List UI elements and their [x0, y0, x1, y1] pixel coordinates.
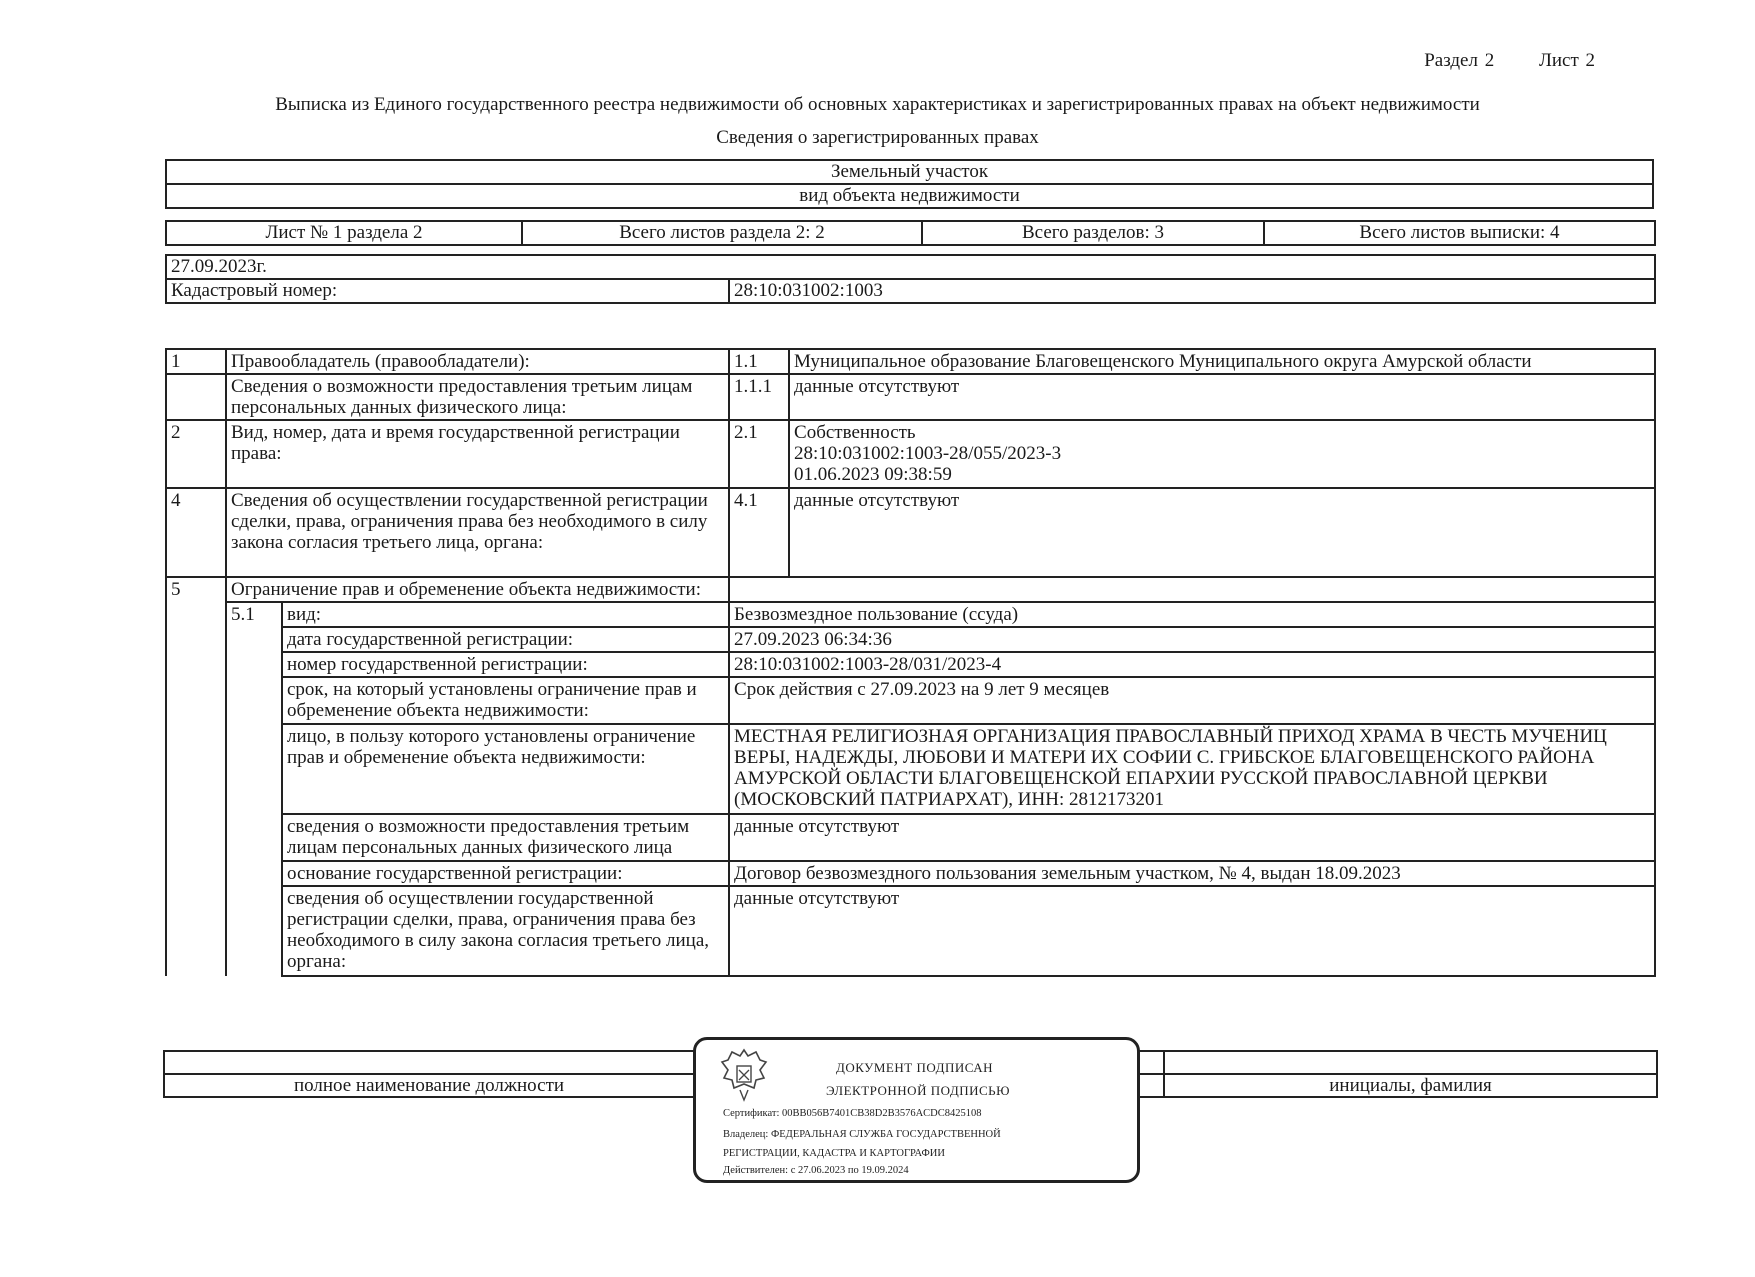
stamp-subtitle: ЭЛЕКТРОННОЙ ПОДПИСЬЮ	[826, 1083, 1010, 1098]
sheet-label: Лист 2	[1538, 50, 1595, 71]
object-type-table	[165, 159, 1654, 209]
item-label: лицо, в пользу которого установлены ограничение прав и обременение объекта недвижимости:	[282, 724, 729, 814]
item-label: сведения о возможности предоставления третьим лицам персональных данных физического лица	[282, 814, 729, 861]
registration-number: 28:10:031002:1003-28/055/2023-3	[794, 443, 1062, 464]
sub-code: 5.1	[226, 602, 282, 976]
row-label: Ограничение прав и обременение объекта недвижимости:	[226, 577, 729, 602]
section-label: Раздел 2	[1424, 50, 1495, 71]
stamp-owner: Владелец: ФЕДЕРАЛЬНАЯ СЛУЖБА ГОСУДАРСТВЕННОЙ	[723, 1129, 1001, 1140]
total-section-sheets: Всего листов раздела 2: 2	[522, 221, 922, 245]
row-code: 2.1	[729, 420, 789, 488]
stamp-certificate: Сертификат: 00BB056B7401CB38D2B3576ACDC8425108	[723, 1108, 982, 1119]
item-value: Безвозмездное пользование (ссуда)	[729, 602, 1655, 627]
row-code: 4.1	[729, 488, 789, 577]
row-label: Сведения об осуществлении государственной регистрации сделки, права, ограничения права без необходимого в силу закона согласия третьего лица, органа:	[226, 488, 729, 577]
row-code: 1.1.1	[729, 374, 789, 420]
stamp-owner-cont: РЕГИСТРАЦИИ, КАДАСТРА И КАРТОГРАФИИ	[723, 1148, 945, 1159]
position-caption: полное наименование должности	[164, 1074, 694, 1097]
sheet-number: Лист № 1 раздела 2	[166, 221, 522, 245]
row-code: 1.1	[729, 349, 789, 374]
row-number: 4	[166, 488, 226, 577]
item-label: сведения об осуществлении государственной регистрации сделки, права, ограничения права без необходимого в силу закона согласия третьего лица, органа:	[282, 886, 729, 976]
rights-table	[165, 348, 1656, 977]
row-value: Муниципальное образование Благовещенского Муниципального округа Амурской области	[789, 349, 1655, 374]
item-label: основание государственной регистрации:	[282, 861, 729, 886]
coat-of-arms-icon	[720, 1046, 768, 1102]
page-info	[1386, 50, 1595, 72]
item-value: МЕСТНАЯ РЕЛИГИОЗНАЯ ОРГАНИЗАЦИЯ ПРАВОСЛАВНЫЙ ПРИХОД ХРАМА В ЧЕСТЬ МУЧЕНИЦ ВЕРЫ, НАДЕЖДЫ, ЛЮБОВИ И МАТЕРИ ИХ СОФИИ С. ГРИБСКОЕ БЛАГОВЕЩЕНСКОГО РАЙОНА АМУРСКОЙ ОБЛАСТИ БЛАГОВЕЩЕНСКОЙ ЕПАРХИИ РУССКОЙ ПРАВОСЛАВНОЙ ЦЕРКВИ (МОСКОВСКИЙ ПАТРИАРХАТ), ИНН: 2812173201	[729, 724, 1655, 814]
item-value: 27.09.2023 06:34:36	[729, 627, 1655, 652]
stamp-title: ДОКУМЕНТ ПОДПИСАН	[836, 1060, 994, 1075]
right-type: Собственность	[794, 422, 916, 443]
row-label: Сведения о возможности предоставления третьим лицам персональных данных физического лица:	[226, 374, 729, 420]
document-title: Выписка из Единого государственного реестра недвижимости об основных характеристиках и зарегистрированных правах на объект недвижимости	[275, 94, 1480, 115]
item-value: 28:10:031002:1003-28/031/2023-4	[729, 652, 1655, 677]
cadastral-number: 28:10:031002:1003	[729, 279, 1655, 303]
item-value: данные отсутствуют	[729, 814, 1655, 861]
meta-table	[165, 254, 1656, 304]
item-label: срок, на который установлены ограничение прав и обременение объекта недвижимости:	[282, 677, 729, 724]
row-label: Правообладатель (правообладатели):	[226, 349, 729, 374]
row-number: 5	[166, 577, 226, 976]
row-value	[789, 420, 1655, 488]
row-value: данные отсутствуют	[789, 374, 1655, 420]
item-value: данные отсутствуют	[729, 886, 1655, 976]
total-sheets: Всего листов выписки: 4	[1264, 221, 1655, 245]
total-sections: Всего разделов: 3	[922, 221, 1264, 245]
document-subtitle: Сведения о зарегистрированных правах	[716, 127, 1039, 148]
item-label: дата государственной регистрации:	[282, 627, 729, 652]
extract-date: 27.09.2023г.	[166, 255, 1655, 279]
item-label: номер государственной регистрации:	[282, 652, 729, 677]
row-number: 1	[166, 349, 226, 374]
item-value: Срок действия с 27.09.2023 на 9 лет 9 месяцев	[729, 677, 1655, 724]
registration-datetime: 01.06.2023 09:38:59	[794, 464, 952, 485]
row-value: данные отсутствуют	[789, 488, 1655, 577]
electronic-signature-stamp	[693, 1037, 1140, 1183]
item-label: вид:	[282, 602, 729, 627]
stamp-validity: Действителен: с 27.06.2023 по 19.09.2024	[723, 1165, 909, 1176]
name-caption: инициалы, фамилия	[1164, 1074, 1657, 1097]
object-type-caption: вид объекта недвижимости	[166, 184, 1653, 208]
row-label: Вид, номер, дата и время государственной регистрации права:	[226, 420, 729, 488]
row-number: 2	[166, 420, 226, 488]
object-type: Земельный участок	[166, 160, 1653, 184]
sheets-table	[165, 220, 1656, 246]
cadastral-label: Кадастровый номер:	[166, 279, 729, 303]
item-value: Договор безвозмездного пользования земельным участком, № 4, выдан 18.09.2023	[729, 861, 1655, 886]
